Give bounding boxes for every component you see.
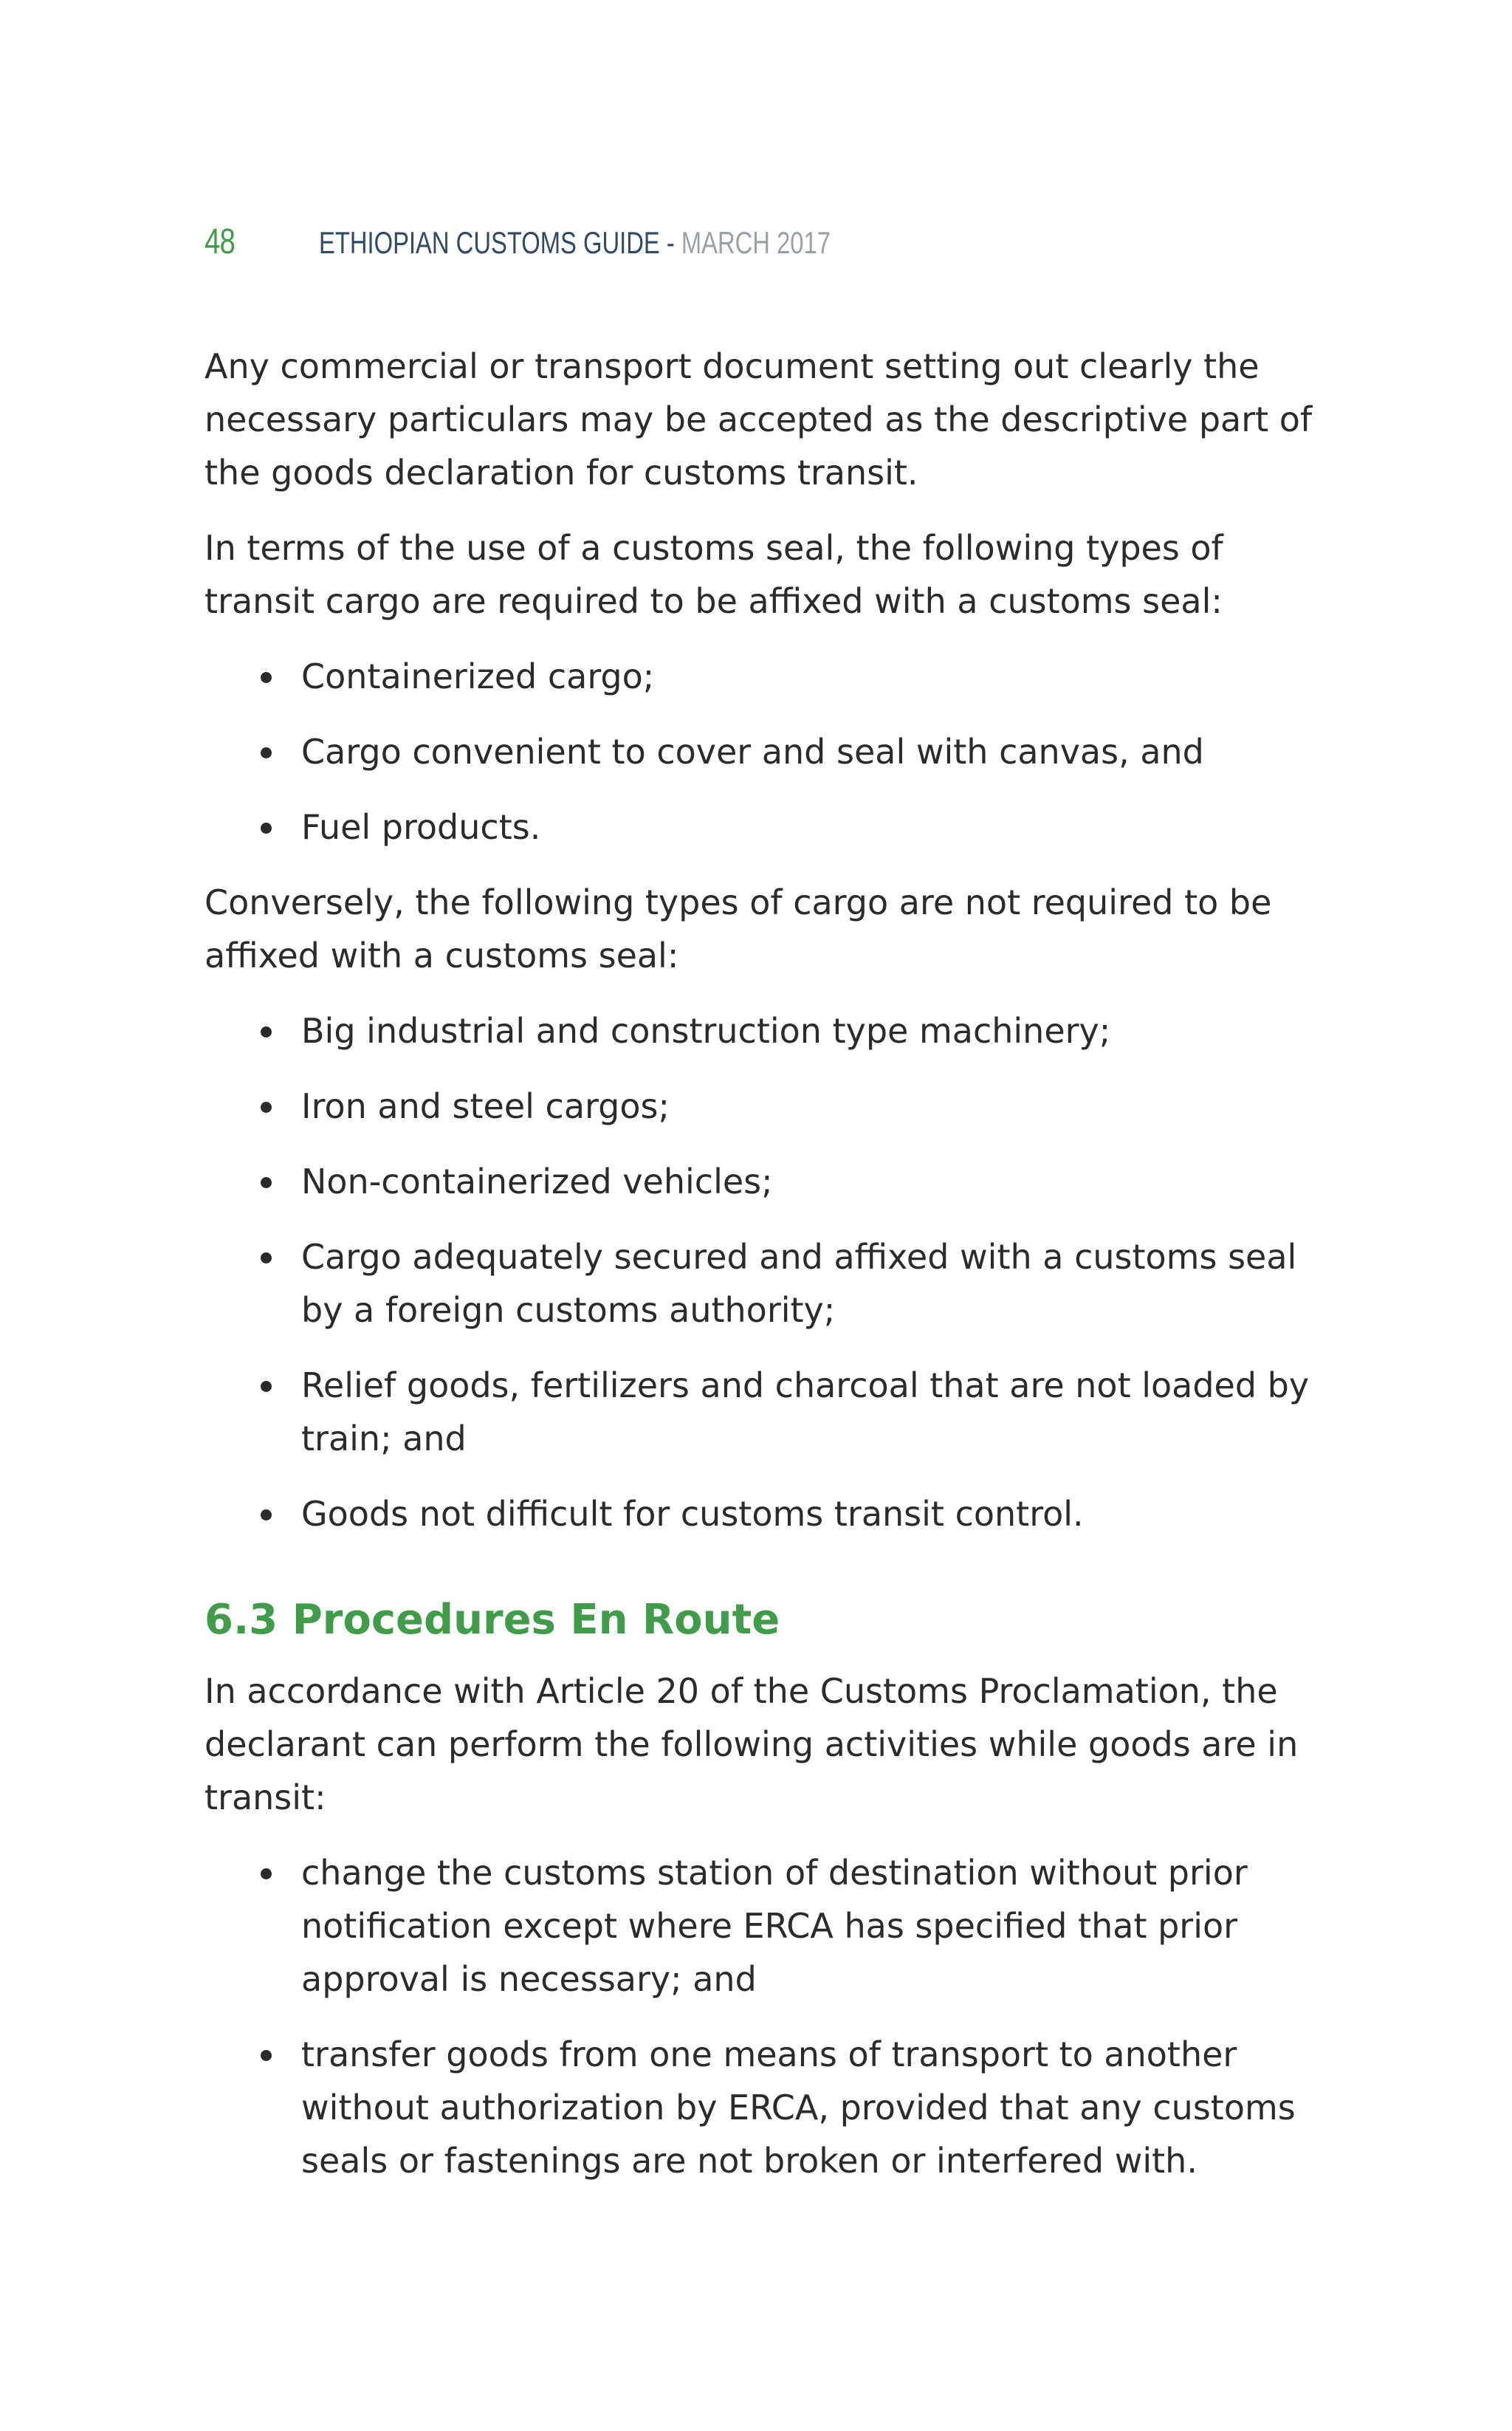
list-item-text: change the customs station of destination without prior notification except where ERCA has specified that prior approval is necessary; and xyxy=(301,1853,1248,1999)
list-item xyxy=(205,1080,1327,1133)
en-route-activities-list xyxy=(205,1846,1327,2187)
bullet-icon xyxy=(261,1509,272,1520)
page-number: 48 xyxy=(205,222,236,261)
list-item xyxy=(205,2028,1327,2187)
bullet-icon xyxy=(261,672,272,683)
bullet-icon xyxy=(261,1381,272,1392)
main-content xyxy=(205,340,1327,2209)
list-item xyxy=(205,1230,1327,1337)
running-header-title xyxy=(319,225,831,261)
list-item xyxy=(205,1155,1327,1208)
list-item-text: Big industrial and construction type machinery; xyxy=(301,1011,1111,1051)
list-item-text: Cargo convenient to cover and seal with canvas, and xyxy=(301,732,1204,772)
list-item xyxy=(205,1846,1327,2006)
guide-title: ETHIOPIAN CUSTOMS GUIDE xyxy=(319,225,660,260)
seal-not-required-list xyxy=(205,1004,1327,1540)
bullet-icon xyxy=(261,747,272,758)
list-item xyxy=(205,1004,1327,1057)
list-item-text: Non-containerized vehicles; xyxy=(301,1162,773,1201)
list-item xyxy=(205,725,1327,778)
paragraph-article-20: In accordance with Article 20 of the Customs Proclamation, the declarant can perform the following activities while goods are in transit: xyxy=(205,1671,1299,1817)
bullet-icon xyxy=(261,1026,272,1038)
section-heading: 6.3 Procedures En Route xyxy=(205,1596,780,1644)
list-item-text: Cargo adequately secured and affixed with a customs seal by a foreign customs authority; xyxy=(301,1237,1297,1330)
list-item-text: Fuel products. xyxy=(301,807,541,847)
list-item xyxy=(205,1359,1327,1465)
header-separator: - xyxy=(659,225,681,260)
bullet-icon xyxy=(261,1252,272,1263)
bullet-icon xyxy=(261,2050,272,2061)
paragraph-seal-not-required: Conversely, the following types of cargo are not required to be affixed with a customs seal: xyxy=(205,882,1272,976)
list-item xyxy=(205,650,1327,703)
list-item xyxy=(205,800,1327,854)
list-item-text: Goods not difficult for customs transit control. xyxy=(301,1494,1084,1534)
header-date: MARCH 2017 xyxy=(681,225,831,260)
paragraph-commercial-document: Any commercial or transport document setting out clearly the necessary particulars may be accepted as the descriptive part of the goods declaration for customs transit. xyxy=(205,346,1313,493)
list-item xyxy=(205,1487,1327,1540)
running-header xyxy=(205,222,975,273)
bullet-icon xyxy=(261,1177,272,1188)
list-item-text: Iron and steel cargos; xyxy=(301,1086,670,1126)
list-item-text: transfer goods from one means of transport to another without authorization by ERCA, provided that any customs seals or fastenings are not broken or interfered with. xyxy=(301,2034,1296,2181)
list-item-text: Containerized cargo; xyxy=(301,656,655,696)
bullet-icon xyxy=(261,1102,272,1113)
paragraph-customs-seal-required: In terms of the use of a customs seal, the following types of transit cargo are required to be affixed with a customs seal: xyxy=(205,528,1223,621)
bullet-icon xyxy=(261,823,272,834)
seal-required-list xyxy=(205,650,1327,854)
list-item-text: Relief goods, fertilizers and charcoal that are not loaded by train; and xyxy=(301,1365,1310,1458)
bullet-icon xyxy=(261,1868,272,1879)
